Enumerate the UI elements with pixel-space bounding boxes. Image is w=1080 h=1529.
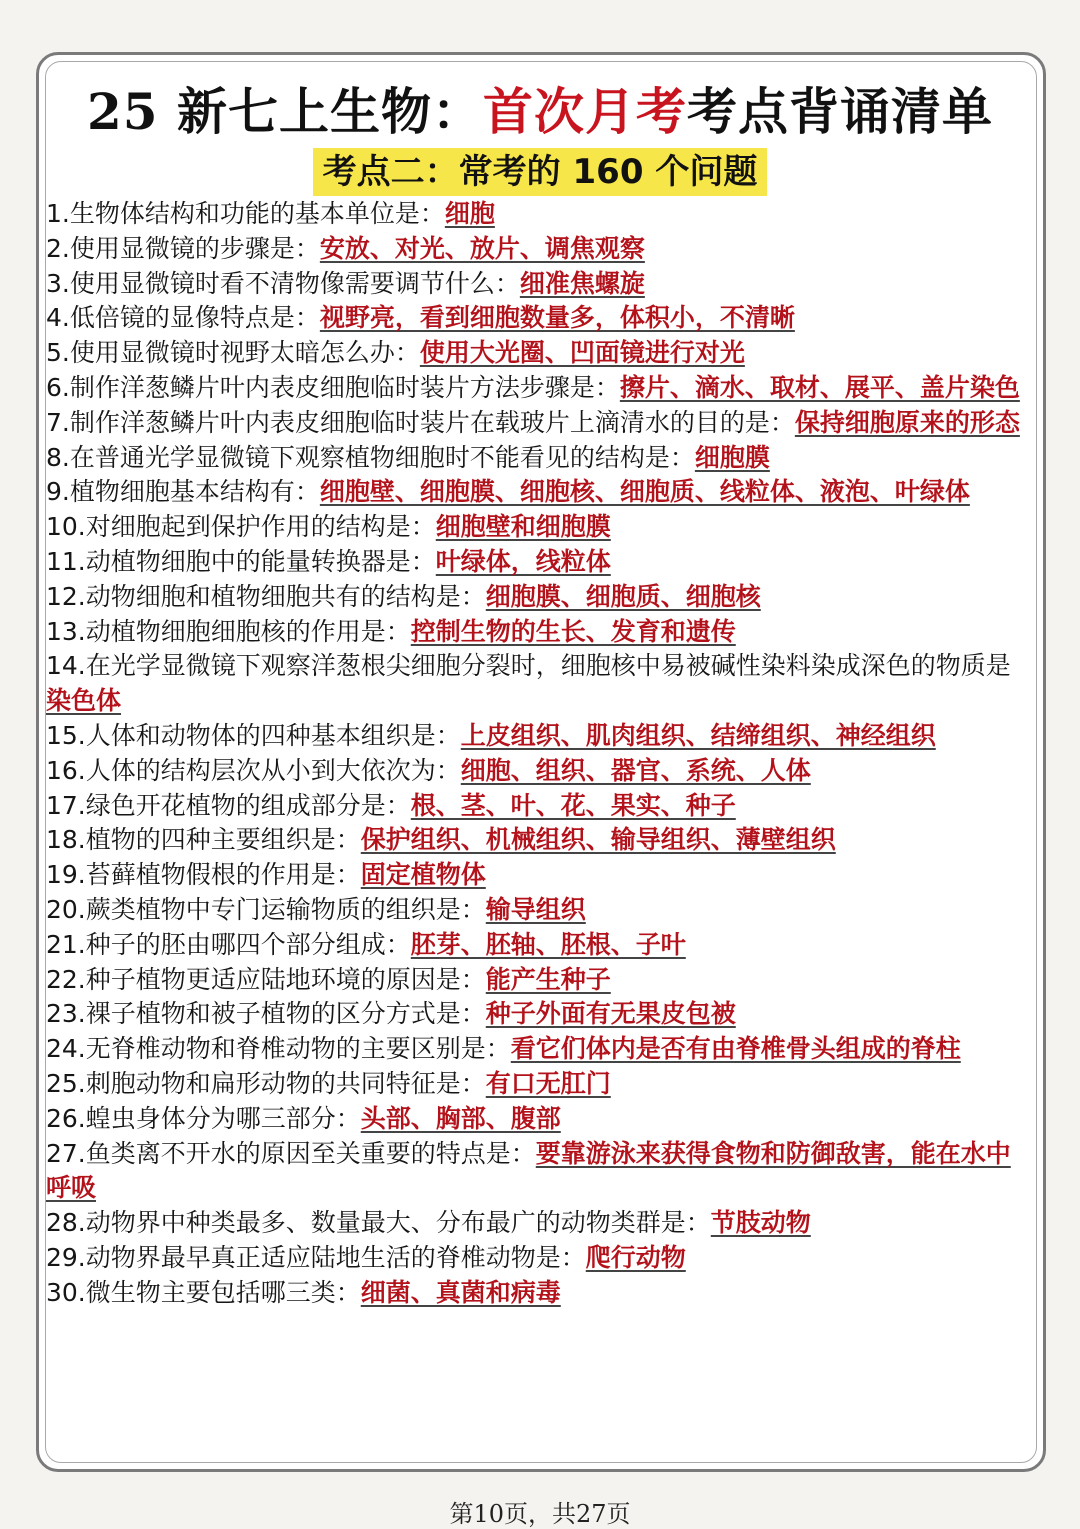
answer-text: 保持细胞原来的形态 (794, 407, 1020, 437)
question-text: 24.无脊椎动物和脊椎动物的主要区别是： (46, 1034, 511, 1064)
question-item (46, 615, 1034, 650)
answer-text: 使用大光圈、凹面镜进行对光 (419, 338, 745, 368)
question-text: 10.对细胞起到保护作用的结构是： (46, 512, 436, 542)
question-text: 22.种子植物更适应陆地环境的原因是： (46, 964, 486, 994)
answer-text: 细胞 (444, 199, 495, 228)
question-text: 5.使用显微镜时视野太暗怎么办： (46, 338, 420, 368)
question-text: 13.动植物细胞细胞核的作用是： (46, 616, 411, 646)
answer-text: 细胞壁、细胞膜、细胞核、细胞质、线粒体、液泡、叶绿体 (319, 477, 970, 507)
question-item (46, 997, 1034, 1032)
question-text: 1.生物体结构和功能的基本单位是： (46, 199, 445, 228)
question-item (46, 928, 1034, 963)
question-text: 20.蕨类植物中专门运输物质的组织是： (46, 894, 486, 924)
question-text: 18.植物的四种主要组织是： (46, 825, 361, 855)
question-item (46, 232, 1034, 267)
answer-text: 头部、胸部、腹部 (360, 1103, 561, 1133)
question-text: 2.使用显微镜的步骤是： (46, 233, 320, 263)
question-item (46, 754, 1034, 789)
answer-text: 根、茎、叶、花、果实、种子 (410, 790, 736, 820)
answer-text: 胚芽、胚轴、胚根、子叶 (410, 929, 686, 959)
answer-text: 擦片、滴水、取材、展平、盖片染色 (619, 372, 1020, 402)
question-item (46, 1102, 1034, 1137)
question-item (46, 649, 1034, 719)
question-item (46, 545, 1034, 580)
answer-text: 爬行动物 (585, 1242, 686, 1272)
question-text: 4.低倍镜的显像特点是： (46, 303, 320, 333)
page-number: 第10页，共27页 (449, 1500, 631, 1528)
question-list (46, 197, 1034, 1311)
answer-text: 细胞壁和细胞膜 (435, 512, 611, 542)
answer-text: 细菌、真菌和病毒 (360, 1277, 561, 1307)
question-text: 19.苔藓植物假根的作用是： (46, 860, 361, 890)
question-item (46, 893, 1034, 928)
question-text: 28.动物界中种类最多、数量最大、分布最广的动物类群是： (46, 1208, 711, 1238)
question-text: 30.微生物主要包括哪三类： (46, 1277, 361, 1307)
question-text: 25.刺胞动物和扁形动物的共同特征是： (46, 1068, 486, 1098)
question-text: 8.在普通光学显微镜下观察植物细胞时不能看见的结构是： (46, 442, 695, 472)
answer-text: 看它们体内是否有由脊椎骨头组成的脊柱 (510, 1034, 961, 1064)
question-text: 27.鱼类离不开水的原因至关重要的特点是： (46, 1138, 536, 1168)
answer-text: 能产生种子 (485, 964, 611, 994)
answer-text: 上皮组织、肌肉组织、结缔组织、神经组织 (460, 720, 936, 750)
answer-text: 细准焦螺旋 (519, 268, 645, 298)
answer-text: 固定植物体 (360, 860, 486, 890)
question-item (46, 1276, 1034, 1311)
answer-text: 细胞、组织、器官、系统、人体 (460, 755, 811, 785)
question-item (46, 1032, 1034, 1067)
question-item (46, 406, 1034, 441)
answer-text: 染色体 (46, 686, 122, 716)
question-item (46, 719, 1034, 754)
answer-text: 要靠游泳来获得食物和防御敌害，能在水中呼吸 (46, 1138, 1011, 1203)
question-item (46, 301, 1034, 336)
question-item (46, 1206, 1034, 1241)
question-text: 21.种子的胚由哪四个部分组成： (46, 929, 411, 959)
question-item (46, 371, 1034, 406)
answer-text: 种子外面有无果皮包被 (485, 999, 736, 1029)
question-text: 17.绿色开花植物的组成部分是： (46, 790, 411, 820)
question-item (46, 510, 1034, 545)
question-text: 7.制作洋葱鳞片叶内表皮细胞临时装片在载玻片上滴清水的目的是： (46, 407, 795, 437)
answer-text: 有口无肛门 (485, 1068, 611, 1098)
question-text: 11.动植物细胞中的能量转换器是： (46, 546, 436, 576)
question-text: 6.制作洋葱鳞片叶内表皮细胞临时装片方法步骤是： (46, 372, 620, 402)
answer-text: 节肢动物 (710, 1208, 811, 1238)
question-text: 14.在光学显微镜下观察洋葱根尖细胞分裂时，细胞核中易被碱性染料染成深色的物质是 (46, 651, 1011, 681)
question-item (46, 823, 1034, 858)
question-item (46, 789, 1034, 824)
question-text: 15.人体和动物体的四种基本组织是： (46, 720, 461, 750)
question-text: 26.蝗虫身体分为哪三部分： (46, 1103, 361, 1133)
question-item (46, 1241, 1034, 1276)
question-text: 9.植物细胞基本结构有： (46, 477, 320, 507)
question-item (46, 475, 1034, 510)
answer-text: 视野亮，看到细胞数量多，体积小，不清晰 (319, 303, 795, 333)
question-text: 16.人体的结构层次从小到大依次为： (46, 755, 461, 785)
question-item (46, 197, 1034, 232)
title-highlight: 首次月考 (483, 82, 687, 141)
question-text: 12.动物细胞和植物细胞共有的结构是： (46, 581, 486, 611)
question-item (46, 267, 1034, 302)
answer-text: 细胞膜 (694, 442, 770, 472)
question-item (46, 336, 1034, 371)
answer-text: 保护组织、机械组织、输导组织、薄壁组织 (360, 825, 836, 855)
question-item (46, 963, 1034, 998)
title-prefix: 25 新七上生物： (87, 82, 483, 141)
answer-text: 输导组织 (485, 894, 586, 924)
question-item (46, 1067, 1034, 1102)
title-suffix: 考点背诵清单 (687, 82, 993, 141)
question-item (46, 1137, 1034, 1207)
question-item (46, 580, 1034, 615)
question-text: 23.裸子植物和被子植物的区分方式是： (46, 999, 486, 1029)
answer-text: 控制生物的生长、发育和遗传 (410, 616, 736, 646)
question-text: 3.使用显微镜时看不清物像需要调节什么： (46, 268, 520, 298)
answer-text: 安放、对光、放片、调焦观察 (319, 233, 645, 263)
question-item (46, 858, 1034, 893)
page-title (0, 72, 1080, 144)
section-subtitle: 考点二：常考的 160 个问题 (313, 148, 768, 196)
question-item (46, 441, 1034, 476)
answer-text: 叶绿体，线粒体 (435, 546, 611, 576)
subtitle-container (0, 148, 1080, 196)
question-text: 29.动物界最早真正适应陆地生活的脊椎动物是： (46, 1242, 586, 1272)
answer-text: 细胞膜、细胞质、细胞核 (485, 581, 761, 611)
